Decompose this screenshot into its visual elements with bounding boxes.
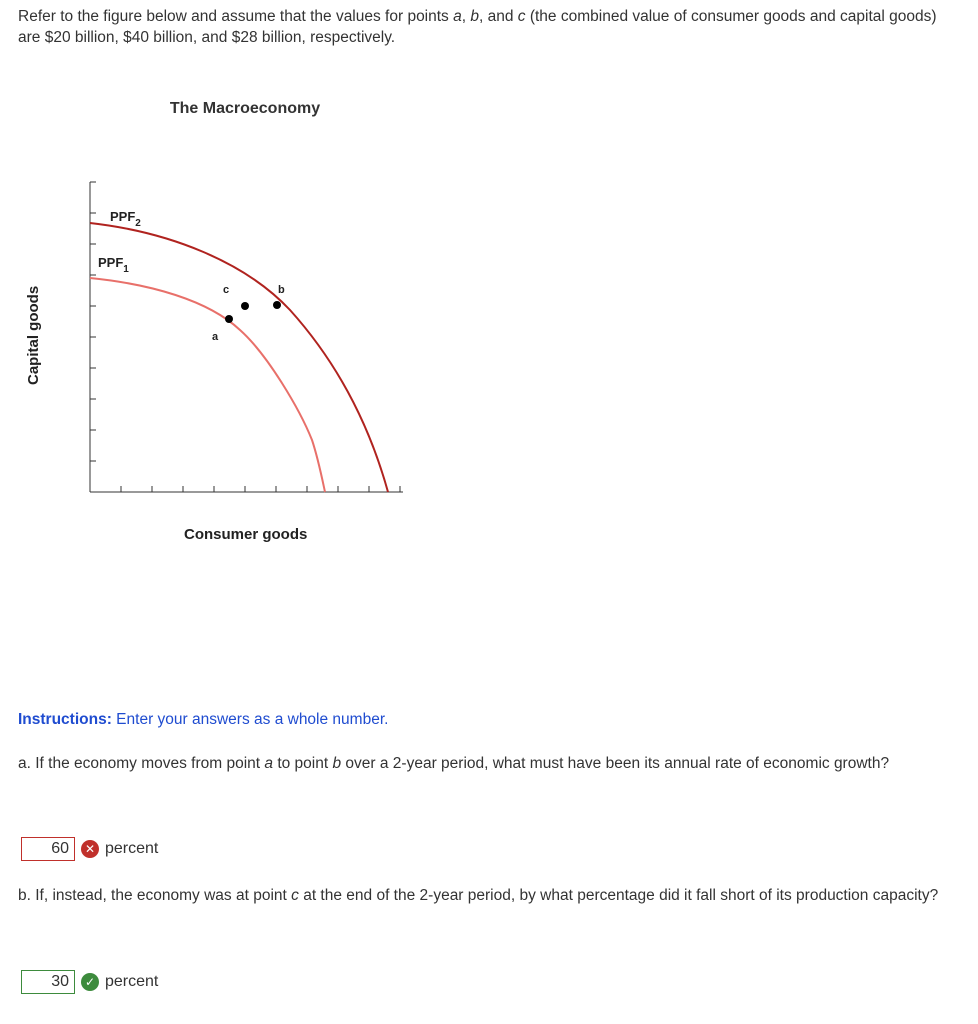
- check-circle-icon: ✓: [81, 973, 99, 991]
- answer-input-a[interactable]: [21, 837, 75, 861]
- ppf-graph: [0, 160, 420, 560]
- unit-label-a: percent: [105, 840, 159, 857]
- answer-input-b[interactable]: [21, 970, 75, 994]
- y-axis-label: Capital goods: [25, 285, 42, 385]
- point-a: [225, 315, 233, 323]
- ppf1-label: $PPF_1$: [98, 255, 129, 275]
- point-b: [273, 301, 281, 309]
- question-a: a. If the economy moves from point a to point b over a 2-year period, what must have been its annual rate of economic growth?: [18, 755, 890, 772]
- ppf2-label: $PPF_2$: [110, 209, 141, 229]
- unit-label-b: percent: [105, 973, 159, 990]
- point-c-label: c: [223, 284, 230, 296]
- x-ticks: [121, 486, 400, 492]
- point-a-label: a: [212, 331, 219, 343]
- question-b: b. If, instead, the economy was at point c at the end of the 2-year period, by what percentage did it fall short of its production capacity?: [18, 887, 939, 904]
- answer-row-b: [21, 969, 158, 995]
- ppf2-curve: [90, 223, 388, 492]
- problem-statement: Refer to the figure below and assume that the values for points a, b, and c (the combined value of consumer goods and capital goods) are $20 billion, $40 billion, and $28 billion, respectively.: [18, 8, 937, 46]
- instructions: Instructions: Enter your answers as a whole number.: [18, 711, 389, 728]
- answer-row-a: [21, 836, 158, 862]
- figure-title: The Macroeconomy: [169, 100, 321, 117]
- x-circle-icon: ✕: [81, 840, 99, 858]
- point-c: [241, 302, 249, 310]
- x-axis-label: Consumer goods: [184, 526, 308, 543]
- point-b-label: b: [278, 284, 285, 296]
